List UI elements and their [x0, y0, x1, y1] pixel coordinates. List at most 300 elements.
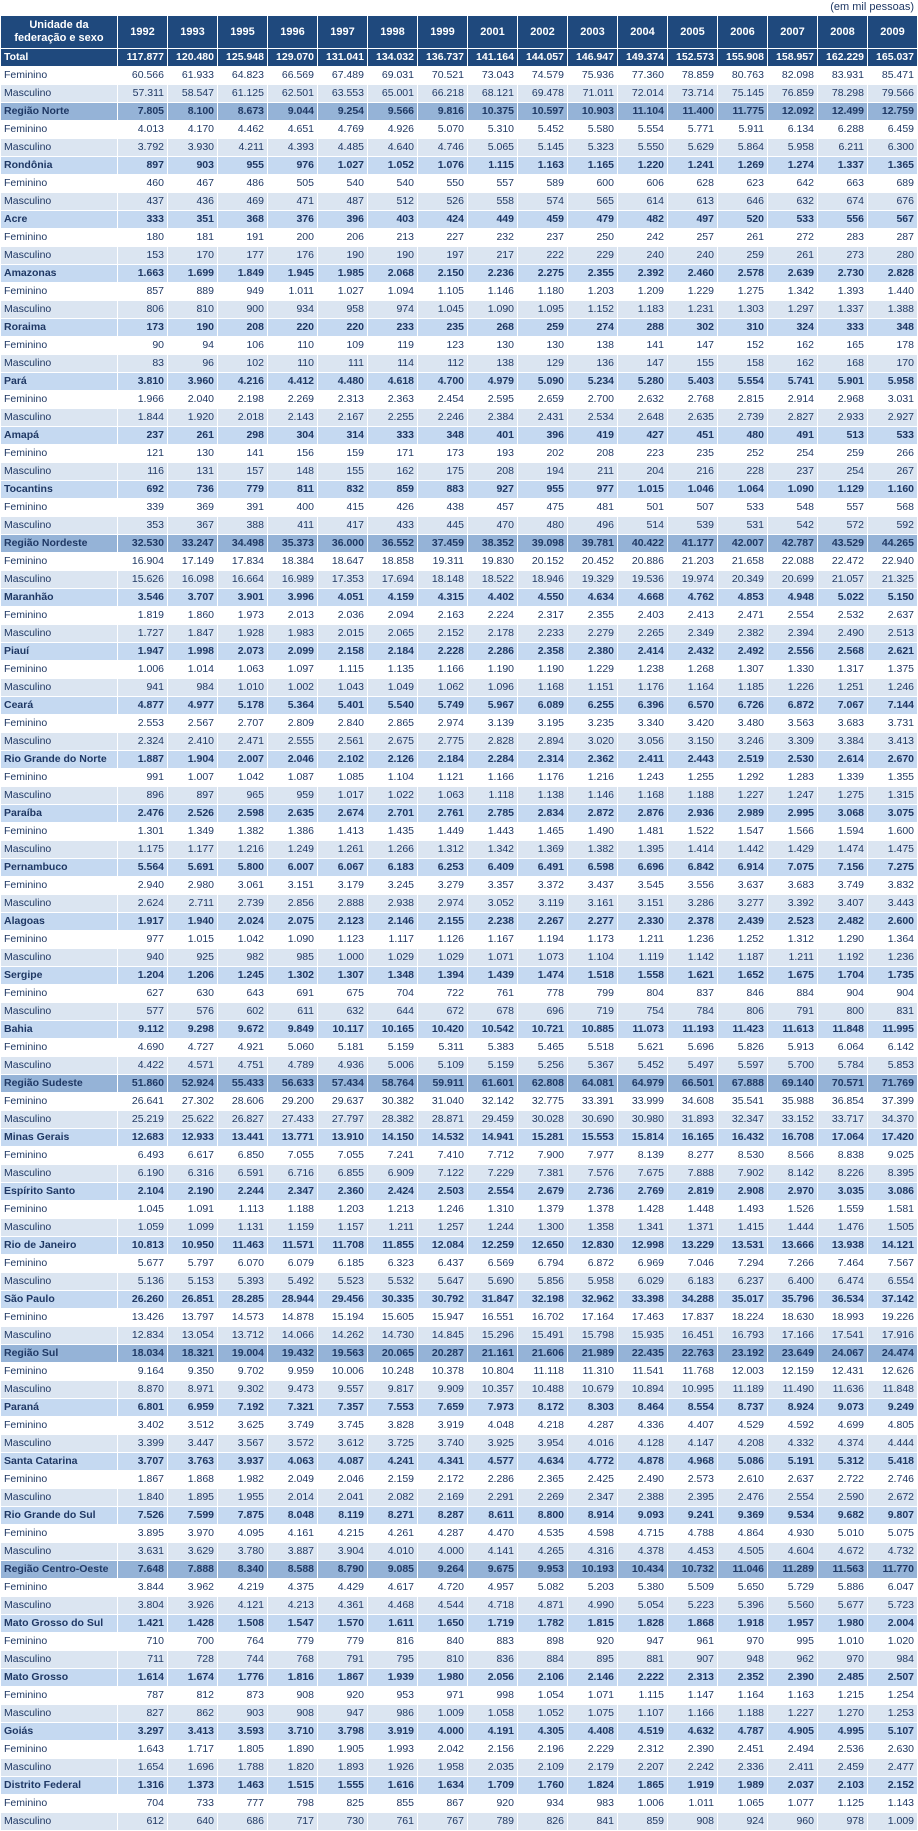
value-cell: 42.007 [718, 535, 768, 553]
value-cell: 984 [868, 1651, 918, 1669]
value-cell: 4.378 [618, 1543, 668, 1561]
value-cell: 2.410 [168, 733, 218, 751]
value-cell: 19.563 [318, 1345, 368, 1363]
value-cell: 2.099 [268, 643, 318, 661]
value-cell: 6.570 [668, 697, 718, 715]
value-cell: 1.849 [218, 265, 268, 283]
value-cell: 1.029 [368, 949, 418, 967]
value-cell: 1.674 [168, 1669, 218, 1687]
value-cell: 7.900 [518, 1147, 568, 1165]
value-cell: 17.064 [818, 1129, 868, 1147]
value-cell: 572 [818, 517, 868, 535]
table-row-sex [1, 1525, 918, 1543]
value-cell: 8.340 [218, 1561, 268, 1579]
value-cell: 16.989 [268, 571, 318, 589]
value-cell: 6.255 [568, 697, 618, 715]
value-cell: 475 [518, 499, 568, 517]
value-cell: 156 [268, 445, 318, 463]
value-cell: 3.745 [318, 1417, 368, 1435]
value-cell: 216 [668, 463, 718, 481]
value-cell: 1.167 [468, 931, 518, 949]
value-cell: 1.211 [368, 1219, 418, 1237]
value-cell: 5.452 [618, 1057, 668, 1075]
table-row-sex [1, 1417, 918, 1435]
value-cell: 2.840 [318, 715, 368, 733]
value-cell: 5.864 [718, 139, 768, 157]
table-row-sex [1, 1687, 918, 1705]
value-cell: 21.989 [568, 1345, 618, 1363]
state-row [1, 427, 918, 445]
table-row-sex [1, 193, 918, 211]
value-cell: 2.313 [318, 391, 368, 409]
value-cell: 6.491 [518, 859, 568, 877]
value-cell: 1.188 [268, 1201, 318, 1219]
value-cell: 1.428 [618, 1201, 668, 1219]
value-cell: 1.704 [818, 967, 868, 985]
state-row [1, 1237, 918, 1255]
value-cell: 7.156 [818, 859, 868, 877]
value-cell: 898 [518, 1633, 568, 1651]
value-cell: 15.194 [318, 1309, 368, 1327]
value-cell: 986 [368, 1705, 418, 1723]
value-cell: 470 [468, 517, 518, 535]
value-cell: 831 [868, 1003, 918, 1021]
value-cell: 4.789 [268, 1057, 318, 1075]
value-cell: 2.184 [418, 751, 468, 769]
table-row-sex [1, 679, 918, 697]
value-cell: 16.664 [218, 571, 268, 589]
row-label: Masculino [1, 1705, 118, 1723]
value-cell: 23.649 [768, 1345, 818, 1363]
value-cell: 16.702 [518, 1309, 568, 1327]
value-cell: 2.568 [818, 643, 868, 661]
value-cell: 1.283 [768, 769, 818, 787]
value-cell: 3.919 [368, 1723, 418, 1741]
value-cell: 2.179 [568, 1759, 618, 1777]
value-cell: 9.473 [268, 1381, 318, 1399]
value-cell: 1.819 [118, 607, 168, 625]
value-cell: 1.860 [168, 607, 218, 625]
value-cell: 11.490 [768, 1381, 818, 1399]
value-cell: 69.478 [518, 85, 568, 103]
value-cell: 3.844 [118, 1579, 168, 1597]
value-cell: 531 [718, 517, 768, 535]
value-cell: 2.432 [668, 643, 718, 661]
value-cell: 2.672 [868, 1489, 918, 1507]
value-cell: 924 [718, 1813, 768, 1831]
value-cell: 2.152 [418, 625, 468, 643]
value-cell: 6.493 [118, 1147, 168, 1165]
value-cell: 520 [718, 211, 768, 229]
value-cell: 7.241 [368, 1147, 418, 1165]
value-cell: 1.508 [218, 1615, 268, 1633]
value-cell: 1.052 [518, 1705, 568, 1723]
value-cell: 557 [818, 499, 868, 517]
value-cell: 121 [118, 445, 168, 463]
value-cell: 5.452 [518, 121, 568, 139]
value-cell: 4.769 [318, 121, 368, 139]
value-cell: 2.828 [468, 733, 518, 751]
value-cell: 2.598 [218, 805, 268, 823]
value-cell: 223 [618, 445, 668, 463]
value-cell: 1.027 [318, 157, 368, 175]
value-cell: 158.957 [768, 49, 818, 67]
value-cell: 9.093 [618, 1507, 668, 1525]
value-cell: 4.000 [418, 1543, 468, 1561]
value-cell: 754 [618, 1003, 668, 1021]
row-label: Masculino [1, 355, 118, 373]
value-cell: 855 [368, 1795, 418, 1813]
value-cell: 1.828 [618, 1615, 668, 1633]
value-cell: 1.840 [118, 1489, 168, 1507]
value-cell: 298 [218, 427, 268, 445]
value-cell: 970 [718, 1633, 768, 1651]
table-row-sex [1, 1111, 918, 1129]
value-cell: 675 [318, 985, 368, 1003]
value-cell: 2.637 [768, 1471, 818, 1489]
row-label: Feminino [1, 445, 118, 463]
row-label: Piauí [1, 643, 118, 661]
table-row-sex [1, 355, 918, 373]
value-cell: 3.119 [518, 895, 568, 913]
value-cell: 632 [318, 1003, 368, 1021]
value-cell: 4.672 [818, 1543, 868, 1561]
value-cell: 8.554 [668, 1399, 718, 1417]
value-cell: 31.847 [468, 1291, 518, 1309]
value-cell: 5.967 [468, 697, 518, 715]
value-cell: 4.361 [318, 1597, 368, 1615]
value-cell: 1.216 [218, 841, 268, 859]
row-label: Feminino [1, 661, 118, 679]
state-row [1, 157, 918, 175]
value-cell: 1.129 [818, 481, 868, 499]
value-cell: 1.076 [418, 157, 468, 175]
value-cell: 4.000 [418, 1723, 468, 1741]
value-cell: 1.010 [818, 1633, 868, 1651]
table-row-sex [1, 175, 918, 193]
value-cell: 1.926 [368, 1759, 418, 1777]
value-cell: 897 [118, 157, 168, 175]
value-cell: 1.388 [868, 301, 918, 319]
value-cell: 114 [368, 355, 418, 373]
row-label: Masculino [1, 1543, 118, 1561]
value-cell: 261 [718, 229, 768, 247]
value-cell: 768 [268, 1651, 318, 1669]
value-cell: 481 [568, 499, 618, 517]
value-cell: 1.515 [268, 1777, 318, 1795]
value-cell: 10.375 [468, 103, 518, 121]
value-cell: 9.675 [468, 1561, 518, 1579]
value-cell: 4.668 [618, 589, 668, 607]
value-cell: 2.042 [418, 1741, 468, 1759]
value-cell: 1.045 [118, 1201, 168, 1219]
value-cell: 5.393 [218, 1273, 268, 1291]
value-cell: 2.974 [418, 895, 468, 913]
value-cell: 491 [768, 427, 818, 445]
value-cell: 2.233 [518, 625, 568, 643]
value-cell: 2.523 [768, 913, 818, 931]
value-cell: 719 [568, 1003, 618, 1021]
value-cell: 162.229 [818, 49, 868, 67]
value-cell: 9.164 [118, 1363, 168, 1381]
value-cell: 2.865 [368, 715, 418, 733]
value-cell: 4.634 [568, 589, 618, 607]
state-row [1, 1183, 918, 1201]
value-cell: 2.222 [618, 1669, 668, 1687]
value-cell: 10.117 [318, 1021, 368, 1039]
table-row-sex [1, 661, 918, 679]
table-row-sex [1, 1255, 918, 1273]
value-cell: 5.086 [718, 1453, 768, 1471]
value-cell: 1.253 [868, 1705, 918, 1723]
value-cell: 4.651 [268, 121, 318, 139]
value-cell: 33.247 [168, 535, 218, 553]
value-cell: 2.451 [718, 1741, 768, 1759]
value-cell: 7.321 [268, 1399, 318, 1417]
value-cell: 4.632 [668, 1723, 718, 1741]
value-cell: 1.365 [868, 157, 918, 175]
value-cell: 82.098 [768, 67, 818, 85]
value-cell: 3.804 [118, 1597, 168, 1615]
value-cell: 1.049 [368, 679, 418, 697]
row-label: Masculino [1, 463, 118, 481]
value-cell: 3.895 [118, 1525, 168, 1543]
value-cell: 3.926 [168, 1597, 218, 1615]
value-cell: 4.877 [118, 697, 168, 715]
table-row-sex [1, 1273, 918, 1291]
value-cell: 4.720 [418, 1579, 468, 1597]
year-header: 2002 [518, 16, 568, 49]
value-cell: 4.550 [518, 589, 568, 607]
value-cell: 1.104 [568, 949, 618, 967]
value-cell: 2.094 [368, 607, 418, 625]
value-cell: 2.152 [868, 1777, 918, 1795]
value-cell: 7.229 [468, 1165, 518, 1183]
value-cell: 1.246 [868, 679, 918, 697]
value-cell: 1.203 [568, 283, 618, 301]
value-cell: 540 [368, 175, 418, 193]
value-cell: 2.312 [618, 1741, 668, 1759]
value-cell: 2.358 [518, 643, 568, 661]
value-cell: 4.161 [268, 1525, 318, 1543]
value-cell: 6.598 [568, 859, 618, 877]
value-cell: 51.860 [118, 1075, 168, 1093]
value-cell: 227 [418, 229, 468, 247]
value-cell: 32.347 [718, 1111, 768, 1129]
value-cell: 1.904 [168, 751, 218, 769]
value-cell: 2.443 [668, 751, 718, 769]
value-cell: 10.885 [568, 1021, 618, 1039]
value-cell: 2.555 [268, 733, 318, 751]
value-cell: 197 [418, 247, 468, 265]
value-cell: 102 [218, 355, 268, 373]
value-cell: 3.556 [668, 877, 718, 895]
value-cell: 26.260 [118, 1291, 168, 1309]
value-cell: 977 [568, 481, 618, 499]
value-cell: 2.395 [668, 1489, 718, 1507]
value-cell: 1.558 [618, 967, 668, 985]
value-cell: 5.797 [168, 1255, 218, 1273]
value-cell: 2.291 [468, 1489, 518, 1507]
value-cell: 1.251 [818, 679, 868, 697]
value-cell: 3.277 [718, 895, 768, 913]
value-cell: 72.014 [618, 85, 668, 103]
value-cell: 1.254 [868, 1687, 918, 1705]
value-cell: 217 [468, 247, 518, 265]
value-cell: 2.169 [418, 1489, 468, 1507]
value-cell: 1.151 [568, 679, 618, 697]
value-cell: 1.152 [568, 301, 618, 319]
value-cell: 7.553 [368, 1399, 418, 1417]
value-cell: 883 [418, 481, 468, 499]
table-row-sex [1, 1813, 918, 1831]
value-cell: 1.146 [568, 787, 618, 805]
row-label: Total [1, 49, 118, 67]
value-cell: 9.073 [818, 1399, 868, 1417]
value-cell: 7.192 [218, 1399, 268, 1417]
value-cell: 69.140 [768, 1075, 818, 1093]
value-cell: 368 [218, 211, 268, 229]
value-cell: 827 [118, 1705, 168, 1723]
value-cell: 4.095 [218, 1525, 268, 1543]
value-cell: 13.938 [818, 1237, 868, 1255]
value-cell: 1.301 [118, 823, 168, 841]
value-cell: 1.919 [668, 1777, 718, 1795]
value-cell: 4.051 [318, 589, 368, 607]
value-cell: 147 [668, 337, 718, 355]
value-cell: 5.696 [668, 1039, 718, 1057]
value-cell: 11.768 [668, 1363, 718, 1381]
state-row [1, 1615, 918, 1633]
value-cell: 1.518 [568, 967, 618, 985]
value-cell: 1.097 [268, 661, 318, 679]
value-cell: 68.121 [468, 85, 518, 103]
value-cell: 2.403 [618, 607, 668, 625]
value-cell: 3.086 [868, 1183, 918, 1201]
value-cell: 985 [268, 949, 318, 967]
value-cell: 568 [868, 499, 918, 517]
value-cell: 6.237 [718, 1273, 768, 1291]
value-cell: 12.933 [168, 1129, 218, 1147]
value-cell: 2.494 [768, 1741, 818, 1759]
value-cell: 2.730 [818, 265, 868, 283]
row-label: Feminino [1, 175, 118, 193]
table-row-sex [1, 1471, 918, 1489]
value-cell: 27.302 [168, 1093, 218, 1111]
value-cell: 5.518 [568, 1039, 618, 1057]
value-cell: 4.375 [268, 1579, 318, 1597]
value-cell: 1.386 [268, 823, 318, 841]
value-cell: 6.872 [568, 1255, 618, 1273]
value-cell: 1.188 [668, 787, 718, 805]
value-cell: 1.216 [568, 769, 618, 787]
value-cell: 1.581 [868, 1201, 918, 1219]
value-cell: 13.229 [668, 1237, 718, 1255]
value-cell: 799 [568, 985, 618, 1003]
value-cell: 903 [218, 1705, 268, 1723]
row-label: Região Norte [1, 103, 118, 121]
value-cell: 9.044 [268, 103, 318, 121]
value-cell: 2.392 [618, 265, 668, 283]
row-label: Feminino [1, 1363, 118, 1381]
value-cell: 1.307 [318, 967, 368, 985]
value-cell: 1.091 [168, 1201, 218, 1219]
value-cell: 5.690 [468, 1273, 518, 1291]
value-cell: 2.360 [318, 1183, 368, 1201]
value-cell: 5.911 [718, 121, 768, 139]
value-cell: 21.161 [468, 1345, 518, 1363]
value-cell: 728 [168, 1651, 218, 1669]
table-row-sex [1, 1633, 918, 1651]
value-cell: 19.311 [418, 553, 468, 571]
value-cell: 9.557 [318, 1381, 368, 1399]
value-cell: 220 [268, 319, 318, 337]
value-cell: 1.192 [818, 949, 868, 967]
value-cell: 15.935 [618, 1327, 668, 1345]
value-cell: 2.679 [518, 1183, 568, 1201]
value-cell: 6.185 [318, 1255, 368, 1273]
value-cell: 71.769 [868, 1075, 918, 1093]
value-cell: 5.418 [868, 1453, 918, 1471]
value-cell: 173 [118, 319, 168, 337]
value-cell: 17.149 [168, 553, 218, 571]
value-cell: 5.784 [818, 1057, 868, 1075]
value-cell: 3.792 [118, 139, 168, 157]
value-cell: 5.136 [118, 1273, 168, 1291]
state-row [1, 913, 918, 931]
value-cell: 158 [718, 355, 768, 373]
value-cell: 27.433 [268, 1111, 318, 1129]
value-cell: 896 [118, 787, 168, 805]
value-cell: 1.663 [118, 265, 168, 283]
value-cell: 18.034 [118, 1345, 168, 1363]
value-cell: 1.292 [718, 769, 768, 787]
value-cell: 170 [868, 355, 918, 373]
value-cell: 881 [618, 1651, 668, 1669]
value-cell: 825 [318, 1795, 368, 1813]
value-cell: 4.979 [468, 373, 518, 391]
value-cell: 176 [268, 247, 318, 265]
value-cell: 3.056 [618, 733, 668, 751]
value-cell: 18.224 [718, 1309, 768, 1327]
state-row [1, 481, 918, 499]
value-cell: 567 [868, 211, 918, 229]
value-cell: 2.314 [518, 751, 568, 769]
value-cell: 2.659 [518, 391, 568, 409]
value-cell: 2.106 [518, 1669, 568, 1687]
row-label: Masculino [1, 733, 118, 751]
value-cell: 974 [368, 301, 418, 319]
value-cell: 2.674 [318, 805, 368, 823]
value-cell: 897 [168, 787, 218, 805]
table-row-sex [1, 1795, 918, 1813]
value-cell: 2.439 [718, 913, 768, 931]
value-cell: 1.046 [668, 481, 718, 499]
value-cell: 259 [518, 319, 568, 337]
value-cell: 28.382 [368, 1111, 418, 1129]
value-cell: 2.530 [768, 751, 818, 769]
value-cell: 7.144 [868, 697, 918, 715]
value-cell: 460 [118, 175, 168, 193]
value-cell: 2.198 [218, 391, 268, 409]
value-cell: 11.423 [718, 1021, 768, 1039]
value-cell: 1.865 [618, 1777, 668, 1795]
value-cell: 4.732 [868, 1543, 918, 1561]
table-row-sex [1, 301, 918, 319]
row-label: Espírito Santo [1, 1183, 118, 1201]
value-cell: 4.727 [168, 1039, 218, 1057]
value-cell: 1.337 [818, 301, 868, 319]
